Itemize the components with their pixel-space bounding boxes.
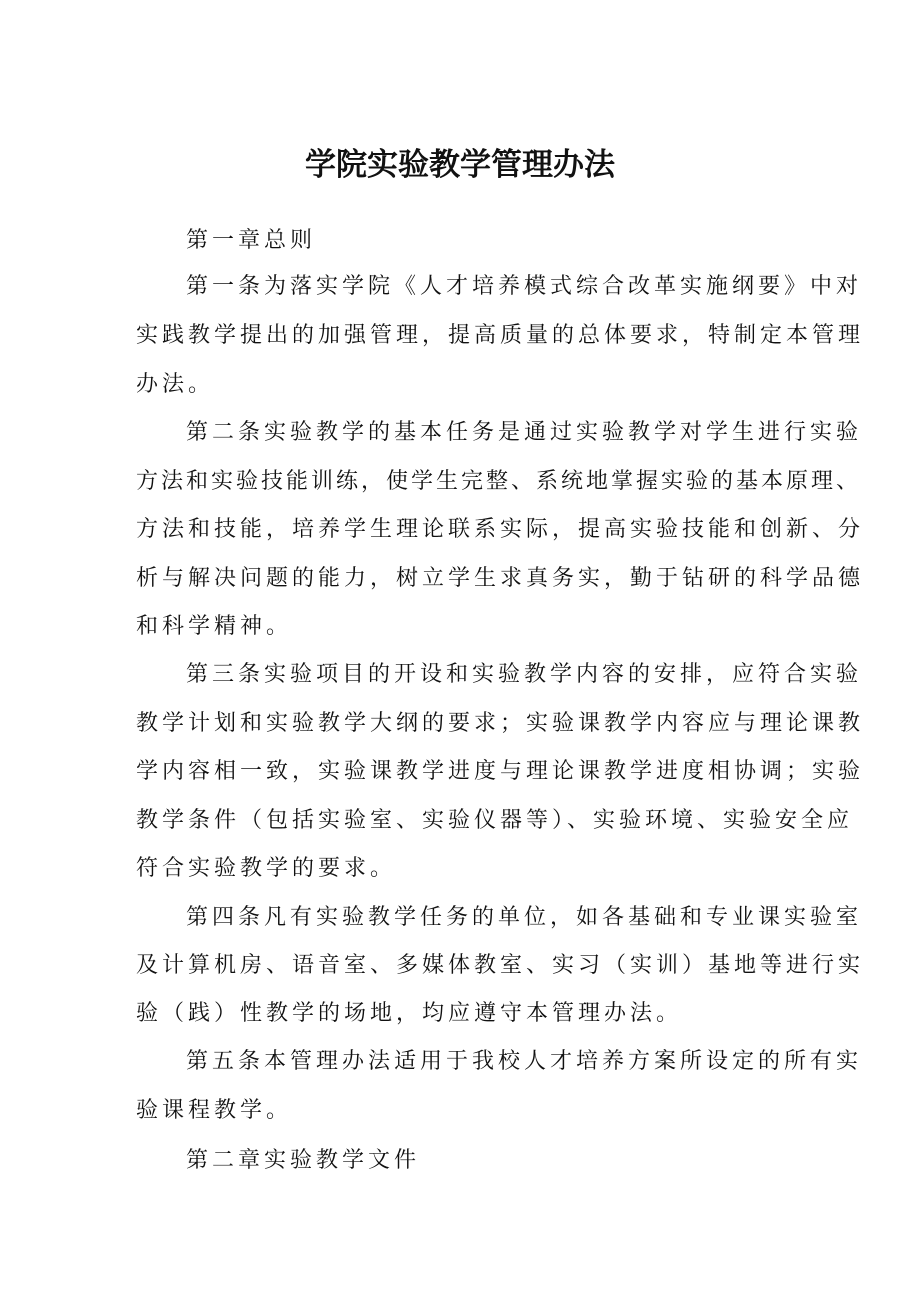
paragraph-line: 学内容相一致，实验课教学进度与理论课教学进度相协调；实验 [136, 759, 865, 784]
paragraph-line: 第三条实验项目的开设和实验教学内容的安排，应符合实验 [186, 662, 863, 687]
paragraph-line: 第五条本管理办法适用于我校人才培养方案所设定的所有实 [186, 1049, 863, 1074]
paragraph-line: 教学条件（包括实验室、实验仪器等）、实验环境、实验安全应 [136, 808, 854, 833]
paragraph-line: 和科学精神。 [136, 614, 293, 639]
paragraph-line: 符合实验教学的要求。 [136, 856, 397, 881]
paragraph-line: 第二条实验教学的基本任务是通过实验教学对学生进行实验 [186, 420, 863, 445]
chapter-heading: 第二章实验教学文件 [186, 1148, 421, 1173]
paragraph-line: 方法和技能，培养学生理论联系实际，提高实验技能和创新、分 [136, 517, 865, 542]
paragraph-line: 办法。 [136, 372, 215, 397]
paragraph-line: 教学计划和实验教学大纲的要求；实验课教学内容应与理论课教 [136, 711, 865, 736]
chapter-heading: 第一章总则 [186, 228, 317, 253]
paragraph-line: 方法和实验技能训练，使学生完整、系统地掌握实验的基本原理、 [136, 469, 862, 494]
paragraph-line: 实践教学提出的加强管理，提高质量的总体要求，特制定本管理 [136, 323, 865, 348]
paragraph-line: 及计算机房、语音室、多媒体教室、实习（实训）基地等进行实 [136, 953, 865, 978]
document-title: 学院实验教学管理办法 [305, 147, 615, 183]
paragraph-line: 验（践）性教学的场地，均应遵守本管理办法。 [136, 1001, 683, 1026]
paragraph-line: 析与解决问题的能力，树立学生求真务实，勤于钻研的科学品德 [136, 566, 865, 591]
paragraph-line: 第四条凡有实验教学任务的单位，如各基础和专业课实验室 [186, 905, 863, 930]
paragraph-line: 第一条为落实学院《人才培养模式综合改革实施纲要》中对 [186, 274, 863, 299]
paragraph-line: 验课程教学。 [136, 1098, 293, 1123]
